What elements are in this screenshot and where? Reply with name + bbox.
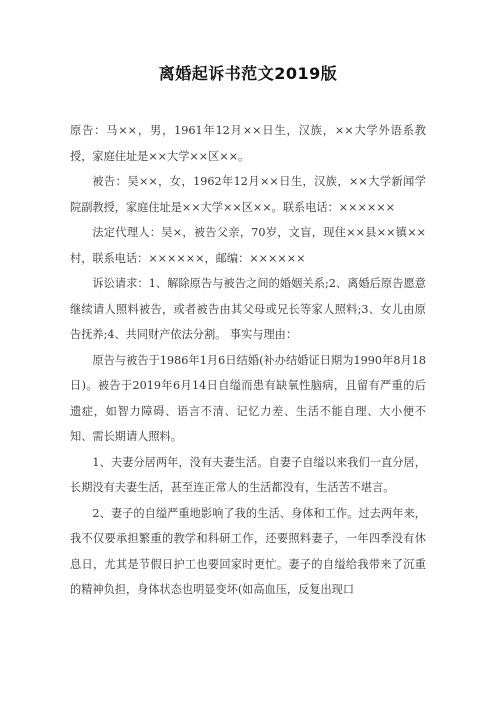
- document-title: 离婚起诉书范文2019版: [158, 64, 338, 83]
- paragraph-claims: 诉讼请求：1、解除原告与被告之间的婚姻关系;2、离婚后原告愿意继续请人照料被告，或者被告由其父母或兄长等家人照料;3、女儿由原告抚养;4、共同财产依法分割。 事实与理由：: [70, 277, 426, 341]
- paragraph-defendant: 被告：吴××，女，1962年12月××日生，汉族，××大学新闻学院副教授，家庭住址是××大学××区××。联系电话：××××××: [70, 175, 426, 214]
- paragraph-reason-2: 2、妻子的自缢严重地影响了我的生活、身体和工作。过去两年来，我不仅要承担繁重的教学和科研工作，还要照料妻子，一年四季没有休息日，尤其是节假日护工也要回家时更忙。妻子的自缢给我带来了沉重的精神负担，身体状态也明显变坏(如高血压，反复出现口: [70, 506, 426, 596]
- paragraph-legal-representative: 法定代理人：吴×，被告父亲，70岁，文盲，现住××县××镇××村，联系电话：××××××，邮编：××××××: [70, 226, 426, 265]
- paragraph-reason-1: 1、夫妻分居两年，没有夫妻生活。自妻子自缢以来我们一直分居，长期没有夫妻生活，甚至连正常人的生活都没有，生活苦不堪言。: [70, 455, 426, 494]
- document-body: [70, 118, 426, 603]
- paragraph-marriage-facts: 原告与被告于1986年1月6日结婚(补办结婚证日期为1990年8月18日)。被告于2019年6月14日自缢而患有缺氧性脑病，且留有严重的后遗症，如智力障碍、语言不清、记忆力差、生活不能自理、大小便不知、需长期请人照料。: [70, 353, 426, 443]
- paragraph-plaintiff: 原告：马××，男，1961年12月××日生，汉族，××大学外语系教授，家庭住址是××大学××区××。: [70, 124, 426, 163]
